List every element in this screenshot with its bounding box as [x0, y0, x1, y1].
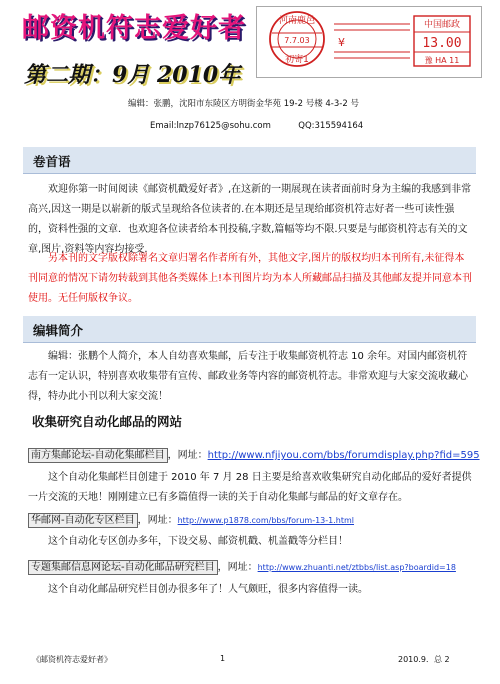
- websites-title: 收集研究自动化邮品的网站: [32, 414, 183, 429]
- site-link-2[interactable]: http://www.p1878.com/bbs/forum-13-1.html: [177, 516, 355, 525]
- postmark-icon: [262, 8, 332, 70]
- site-prefix-2: ，网址：: [137, 515, 178, 526]
- site-desc-3: 这个自动化邮品研究栏目创办很多年了！人气颇旺，很多内容值得一读。: [48, 584, 368, 595]
- postmark-bottom-text: 初寄1: [285, 55, 309, 65]
- meter-value-text: 13.00: [422, 36, 462, 51]
- site-prefix-3: ，网址：: [217, 562, 258, 573]
- meter-value-icon: [332, 14, 412, 68]
- foreword-paragraph: 欢迎你第一时间阅读《邮资机戳爱好者》,在这新的一期展现在读者面前时身为主编的我感到非常高兴,因这一期是以崭新的版式呈现给各位读者的.在本期还是呈现给邮资机符志好者一些可读性强的，资料性强的文章．也欢迎各位读者给本刊投稿,字数,篇幅等均不限.只要是与邮资机符志有关的文章,图片,资料等内容均接受.: [28, 184, 472, 255]
- copyright-notice: 另本刊的文字版权除署名文章归署名作者所有外，其他文字,图片的版权均归本刊所有,未征得本刊同意的情况下请勿转载到其他各类媒体上!本刊图片均为本人所藏邮品扫描及其他邮友提并同意本刊使用。无任何版权争议。: [28, 253, 473, 304]
- site-link-3[interactable]: http://www.zhuanti.net/ztbbs/list.asp?boardid=18: [257, 563, 456, 572]
- newsletter-title: 邮资机符志爱好者: [22, 13, 246, 44]
- editor-intro-title: 编辑简介: [33, 323, 84, 338]
- qq-text: QQ:315594164: [298, 121, 364, 131]
- footer-issue-info: 2010.9．总 2: [398, 655, 450, 664]
- issue-label: 第二期：9月 2010年: [24, 62, 241, 88]
- site-link-1[interactable]: http://www.nfjiyou.com/bbs/forumdisplay.php?fid=595: [207, 450, 480, 461]
- meter-prefix: ¥: [338, 36, 345, 49]
- postmark-date-text: 7.7.03: [284, 36, 310, 45]
- site-desc-2: 这个自动化专区创办多年，下设交易、邮资机戳、机盖戳等分栏目！: [48, 536, 348, 547]
- editor-address: 编辑：张鹏，沈阳市东陵区方明街金华苑 19-2 号楼 4-3-2 号: [128, 99, 359, 109]
- site-label-2: 华邮网-自动化专区栏目: [28, 513, 138, 528]
- site-row-1: [28, 446, 480, 461]
- meter-box-icon: [412, 14, 472, 68]
- site-row-2: [28, 511, 354, 526]
- meter-org-text: 中国邮政: [423, 20, 461, 30]
- footer-page-number: 1: [220, 654, 226, 663]
- editor-intro-header: [23, 316, 476, 343]
- foreword-title: 卷首语: [33, 154, 71, 169]
- site-row-3: [28, 558, 456, 573]
- site-prefix-1: ，网址：: [167, 450, 208, 461]
- site-desc-1: 这个自动化集邮栏目创建于 2010 年 7 月 28 日主要是给喜欢收集研究自动化邮品的爱好者提供一片交流的天地！刚刚建立已有多篇值得一读的关于自动化集邮与邮品的好文章存在。: [28, 472, 472, 503]
- site-label-1: 南方集邮论坛-自动化集邮栏目: [28, 448, 168, 463]
- email-text: Email:lnzp76125@sohu.com: [150, 121, 271, 131]
- foreword-header: [23, 147, 476, 174]
- site-label-3: 专题集邮信息网论坛-自动化邮品研究栏目: [28, 560, 218, 575]
- contact-line: [150, 121, 363, 131]
- postmark-top-text: 河南鹿邑: [278, 16, 316, 26]
- meter-code-text: 豫 HA 11: [424, 56, 460, 65]
- editor-intro-paragraph: 编辑：张鹏个人简介，本人自幼喜欢集邮，后专注于收集邮资机符志 10 余年。对国内邮资机符志有一定认识，特别喜欢收集带有宣传、邮政业务等内容的邮资机符志。非常欢迎与大家交流收藏心得，特办此小刊以利大家交流！: [28, 351, 468, 402]
- footer-publication: 《邮资机符志爱好者》: [32, 655, 112, 664]
